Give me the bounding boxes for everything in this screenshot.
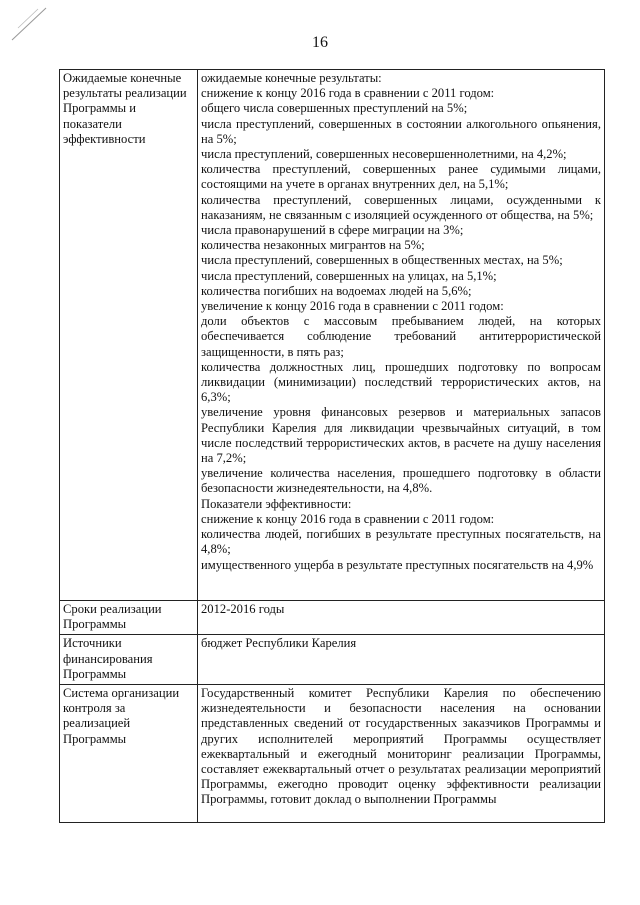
- list-item: увеличение к концу 2016 года в сравнении с 2011 годом:: [201, 299, 504, 314]
- list-item: количества погибших на водоемах людей на 5,6%;: [201, 283, 472, 298]
- row-value: [198, 70, 605, 601]
- list-item: снижение к концу 2016 года в сравнении с 2011 годом:: [201, 511, 495, 526]
- row-label: Ожидаемые конечные результаты реализации Программы и показатели эффективности: [60, 70, 198, 601]
- list-item: 2012-2016 годы: [201, 602, 285, 616]
- list-item: числа преступлений, совершенных в состоянии алкогольного опьянения, на 5%;: [201, 116, 601, 146]
- page-number: 16: [312, 34, 328, 51]
- row-label: Сроки реализации Программы: [60, 601, 198, 635]
- program-passport-table: [59, 69, 605, 823]
- list-item: Государственный комитет Республики Карелия по обеспечению жизнедеятельности и безопасности населения на основании представленных сведений от государственных заказчиков Программы и других исполнителей мероприятий Программы осуществляет ежеквартальный и ежегодный мониторинг реализации Программы, составляет ежеквартальный отчет о результатах реализации мероприятий Программы, ежегодно проводит оценку эффективности реализации Программы, готовит доклад о выполнении Программы: [201, 686, 601, 807]
- list-item: бюджет Республики Карелия: [201, 636, 357, 651]
- table-row-expected-results: [60, 70, 605, 601]
- list-item: числа преступлений, совершенных несовершеннолетними, на 4,2%;: [201, 147, 567, 162]
- list-item: имущественного ущерба в результате преступных посягательств на 4,9%: [201, 557, 594, 572]
- list-item: общего числа совершенных преступлений на 5%;: [201, 101, 468, 116]
- list-item: количества людей, погибших в результате преступных посягательств, на 4,8%;: [201, 527, 601, 557]
- row-label: Источники финансирования Программы: [60, 635, 198, 685]
- table-row-funding-sources: [60, 635, 605, 685]
- row-value: [198, 601, 605, 635]
- list-item: снижение к концу 2016 года в сравнении с 2011 годом:: [201, 86, 495, 101]
- table-row-control-system: [60, 685, 605, 823]
- list-item: увеличение количества населения, прошедшего подготовку в области безопасности жизнедеятельности, на 4,8%.: [201, 466, 601, 496]
- table-row-implementation-period: [60, 601, 605, 635]
- row-value: [198, 685, 605, 823]
- list-item: числа преступлений, совершенных на улицах, на 5,1%;: [201, 268, 497, 283]
- list-item: Показатели эффективности:: [201, 496, 352, 511]
- list-item: увеличение уровня финансовых резервов и материальных запасов Республики Карелия для ликвидации чрезвычайных ситуаций, в том числе последствий террористических актов, в расчете на душу населения на 7,2%;: [201, 405, 601, 466]
- list-item: количества должностных лиц, прошедших подготовку по вопросам ликвидации (минимизации) последствий террористических актов, на 6,3%;: [201, 359, 601, 405]
- row-label: Система организации контроля за реализацией Программы: [60, 685, 198, 823]
- list-item: количества преступлений, совершенных ранее судимыми лицами, состоящими на учете в органах внутренних дел, на 5,1%;: [201, 162, 601, 192]
- list-item: количества преступлений, совершенных лицами, осужденными к наказаниям, не связанным с изоляцией осужденного от общества, на 5%;: [201, 192, 601, 222]
- list-item: количества незаконных мигрантов на 5%;: [201, 238, 425, 253]
- row-value: [198, 635, 605, 685]
- list-item: доли объектов с массовым пребыванием людей, на которых обеспечивается соблюдение требований антитеррористической защищенности, в пять раз;: [201, 314, 601, 359]
- list-item: ожидаемые конечные результаты:: [201, 71, 382, 85]
- list-item: числа правонарушений в сфере миграции на 3%;: [201, 223, 464, 238]
- list-item: числа преступлений, совершенных в общественных местах, на 5%;: [201, 253, 563, 268]
